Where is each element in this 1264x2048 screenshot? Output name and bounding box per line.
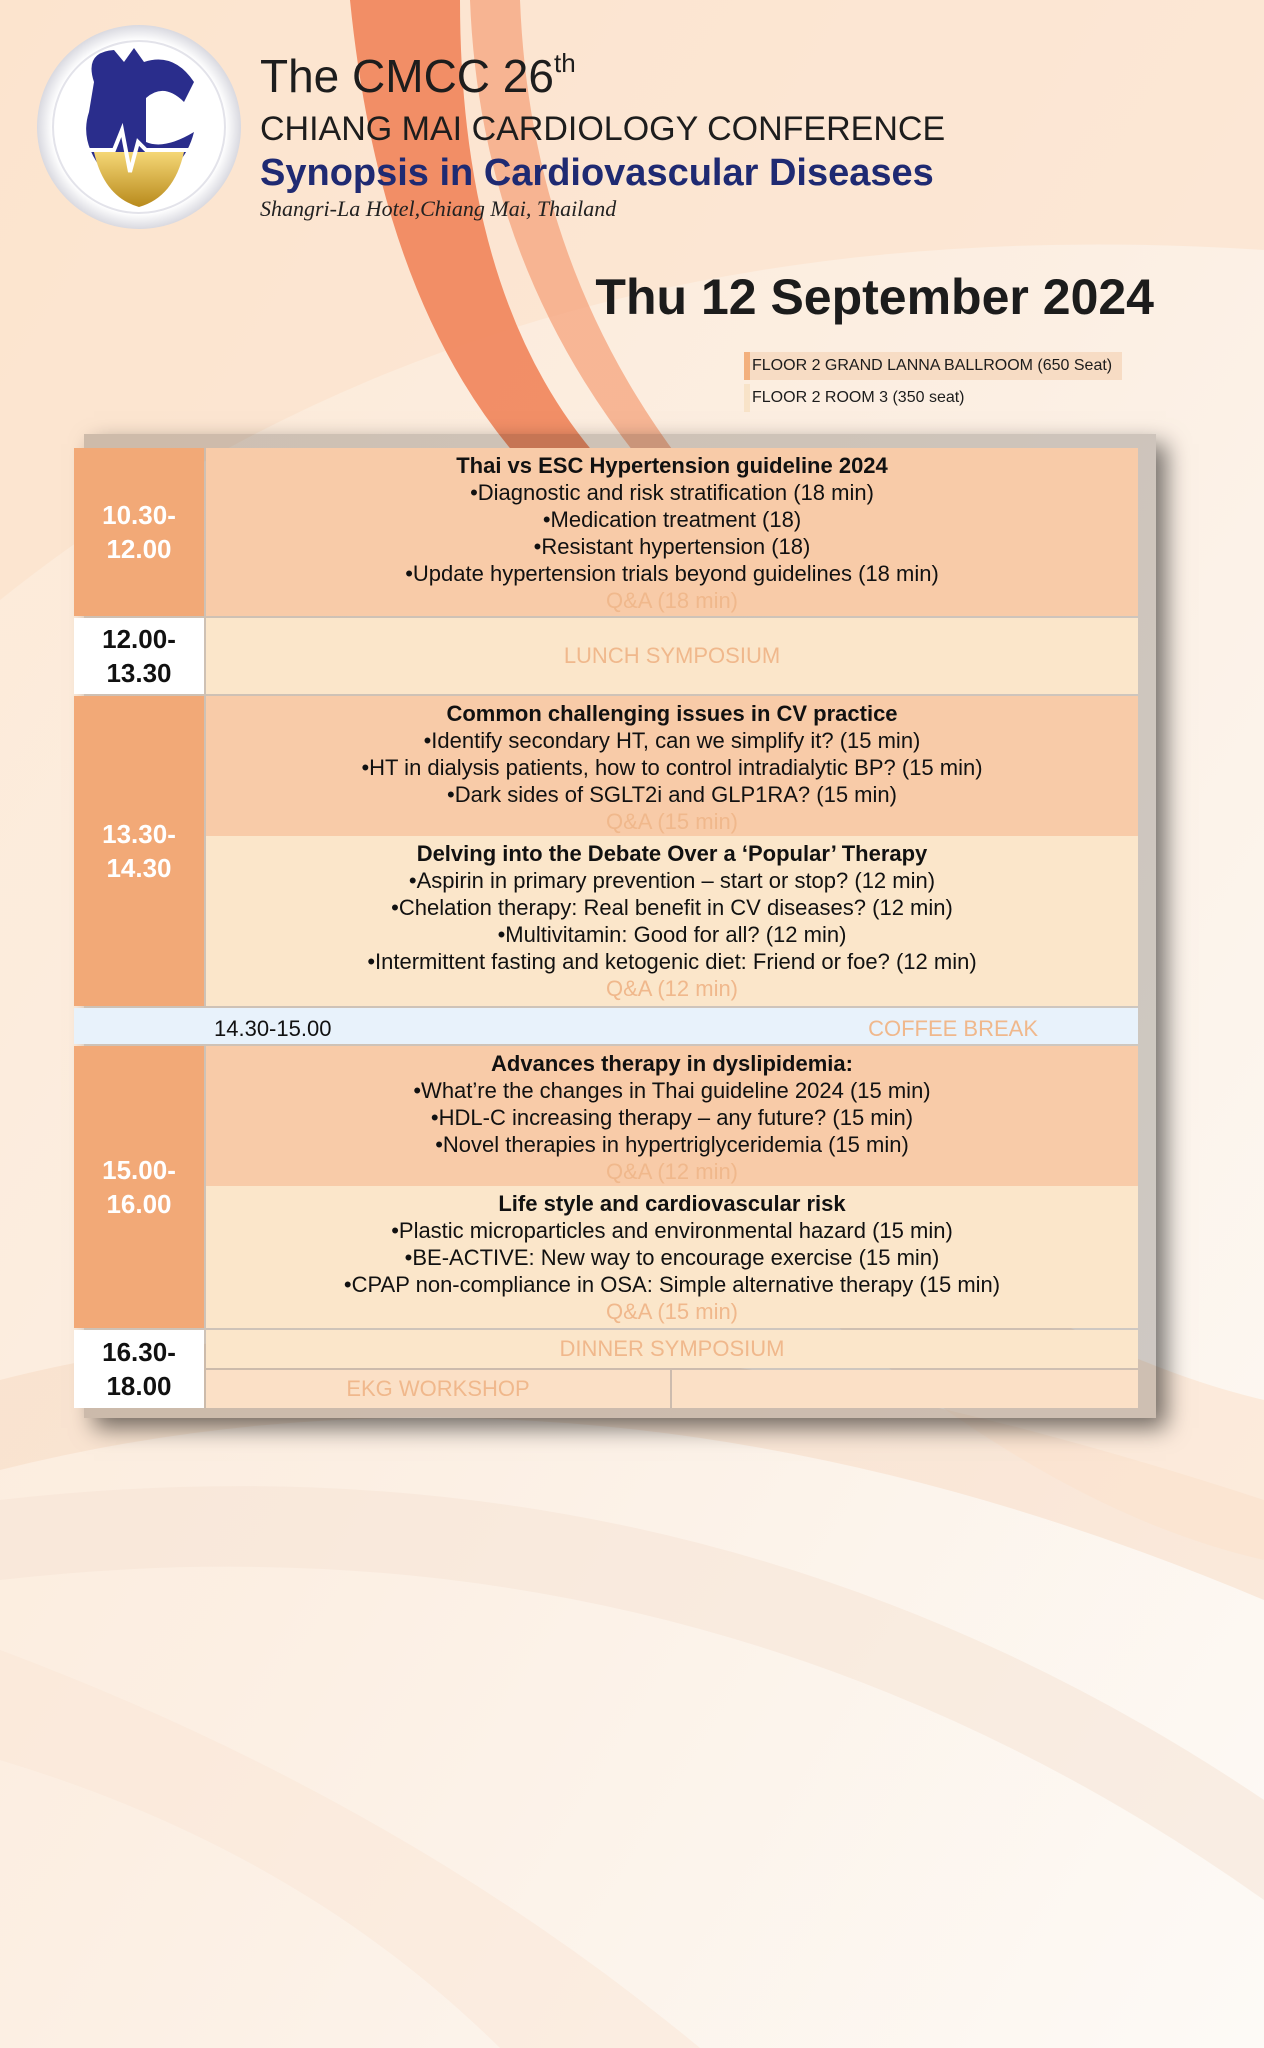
event-date: Thu 12 September 2024 bbox=[595, 269, 1154, 325]
coffee-break-row bbox=[74, 1008, 1138, 1044]
session-title: Life style and cardiovascular risk bbox=[498, 1191, 846, 1216]
session-item: •Plastic microparticles and environmental hazard (15 min) bbox=[391, 1218, 953, 1243]
conference-name: CHIANG MAI CARDIOLOGY CONFERENCE bbox=[260, 110, 946, 148]
conference-edition-title: The CMCC 26th bbox=[260, 48, 576, 102]
session-item: •What’re the changes in Thai guideline 2024 (15 min) bbox=[413, 1078, 931, 1103]
session-popular-therapy bbox=[206, 836, 1138, 1006]
qa-label: Q&A (12 min) bbox=[605, 976, 739, 1001]
time-slot-1500: 15.00- 16.00 bbox=[74, 1046, 204, 1328]
session-hypertension-guideline bbox=[206, 448, 1138, 616]
qa-label: Q&A (12 min) bbox=[605, 1159, 739, 1184]
coffee-break-time: 14.30-15.00 bbox=[214, 1016, 332, 1041]
session-item: •Medication treatment (18) bbox=[542, 507, 802, 532]
qa-label: Q&A (15 min) bbox=[605, 809, 739, 834]
lunch-symposium: LUNCH SYMPOSIUM bbox=[206, 618, 1138, 694]
session-item: •HDL-C increasing therapy – any future? (15 min) bbox=[430, 1105, 914, 1130]
session-dyslipidemia bbox=[206, 1046, 1138, 1186]
session-item: •Identify secondary HT, can we simplify it? (15 min) bbox=[423, 728, 921, 753]
session-lifestyle bbox=[206, 1186, 1138, 1328]
time-slot-1030: 10.30- 12.00 bbox=[74, 448, 204, 616]
time-slot-1200: 12.00- 13.30 bbox=[74, 618, 204, 694]
empty-room-cell bbox=[672, 1370, 1138, 1408]
session-item: •Resistant hypertension (18) bbox=[533, 534, 811, 559]
session-item: •BE-ACTIVE: New way to encourage exercise (15 min) bbox=[404, 1245, 940, 1270]
session-item: •Novel therapies in hypertriglyceridemia (15 min) bbox=[435, 1132, 909, 1157]
session-item: •Diagnostic and risk stratification (18 min) bbox=[470, 480, 874, 505]
session-item: •HT in dialysis patients, how to control intradialytic BP? (15 min) bbox=[361, 755, 983, 780]
session-item: •Multivitamin: Good for all? (12 min) bbox=[497, 922, 847, 947]
qa-label: Q&A (15 min) bbox=[605, 1299, 739, 1324]
session-title: Common challenging issues in CV practice bbox=[446, 701, 898, 726]
heart-logo-icon bbox=[34, 22, 244, 232]
session-item: •Intermittent fasting and ketogenic diet: Friend or foe? (12 min) bbox=[367, 949, 977, 974]
session-cv-practice bbox=[206, 696, 1138, 836]
dinner-symposium: DINNER SYMPOSIUM bbox=[206, 1330, 1138, 1368]
time-slot-1330: 13.30- 14.30 bbox=[74, 696, 204, 1006]
ekg-workshop: EKG WORKSHOP bbox=[206, 1370, 670, 1408]
room-legend-room3: FLOOR 2 ROOM 3 (350 seat) bbox=[744, 384, 1002, 412]
conference-theme: Synopsis in Cardiovascular Diseases bbox=[260, 152, 934, 194]
room-legend-ballroom: FLOOR 2 GRAND LANNA BALLROOM (650 Seat) bbox=[744, 352, 1122, 380]
session-item: •Chelation therapy: Real benefit in CV diseases? (12 min) bbox=[391, 895, 953, 920]
venue: Shangri-La Hotel,Chiang Mai, Thailand bbox=[260, 196, 617, 221]
time-slot-1630: 16.30- 18.00 bbox=[74, 1330, 204, 1408]
session-title: Advances therapy in dyslipidemia: bbox=[491, 1051, 853, 1076]
session-title: Delving into the Debate Over a ‘Popular’ Therapy bbox=[416, 841, 928, 866]
coffee-break-label: COFFEE BREAK bbox=[868, 1016, 1038, 1041]
session-item: •Update hypertension trials beyond guidelines (18 min) bbox=[405, 561, 939, 586]
schedule-table bbox=[74, 448, 1138, 1408]
session-item: •CPAP non-compliance in OSA: Simple alternative therapy (15 min) bbox=[343, 1272, 1001, 1297]
session-item: •Aspirin in primary prevention – start or stop? (12 min) bbox=[408, 868, 936, 893]
session-title: Thai vs ESC Hypertension guideline 2024 bbox=[456, 453, 888, 478]
qa-label: Q&A (18 min) bbox=[605, 588, 739, 613]
session-item: •Dark sides of SGLT2i and GLP1RA? (15 min) bbox=[447, 782, 897, 807]
